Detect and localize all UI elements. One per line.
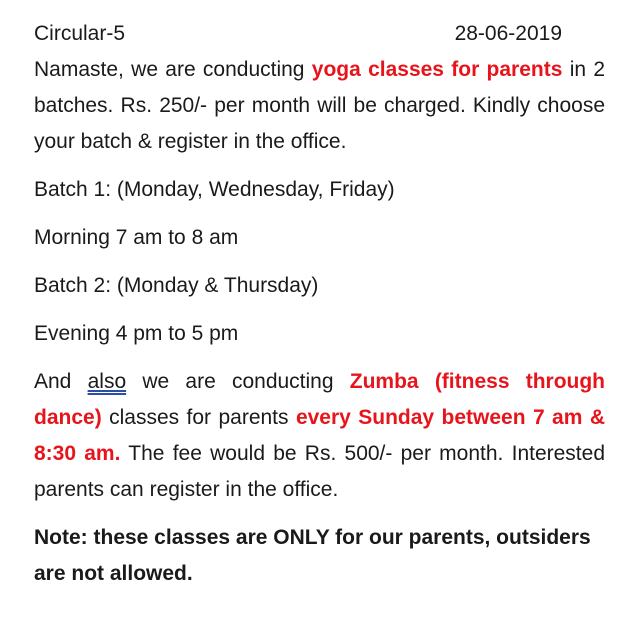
zumba-highlight-text: Zumba (fitness through dance)	[34, 370, 606, 429]
zumba-classes-text: classes for parents	[101, 406, 296, 429]
yoga-announcement-paragraph	[34, 52, 605, 160]
zumba-fee-text: The fee would be Rs. 500/- per month. Interested parents can register in the office.	[34, 442, 606, 501]
zumba-also-text: also	[87, 370, 127, 393]
circular-document	[34, 18, 605, 592]
zumba-schedule-text: every Sunday between 7 am & 8:30 am.	[34, 406, 605, 465]
note-text: Note: these classes are ONLY for our parents, outsiders are not allowed.	[34, 526, 591, 585]
circular-number: Circular-5	[34, 22, 126, 45]
circular-header	[34, 18, 562, 50]
circular-date: 28-06-2019	[454, 22, 562, 45]
batch-2-time: Evening 4 pm to 5 pm	[34, 322, 239, 345]
batch-1-days: Batch 1: (Monday, Wednesday, Friday)	[34, 178, 395, 201]
batch-1-time: Morning 7 am to 8 am	[34, 226, 239, 249]
zumba-announcement-paragraph	[34, 364, 605, 508]
batch-2-days: Batch 2: (Monday & Thursday)	[34, 274, 319, 297]
yoga-highlight-text: yoga classes for parents	[311, 58, 563, 81]
zumba-and-text: And	[34, 370, 88, 393]
zumba-conducting-text: we are conducting	[126, 370, 350, 393]
yoga-intro-text: Namaste, we are conducting	[34, 58, 312, 81]
yoga-details-text: in 2 batches. Rs. 250/- per month will be charged. Kindly choose your batch & register in the office.	[34, 58, 605, 153]
